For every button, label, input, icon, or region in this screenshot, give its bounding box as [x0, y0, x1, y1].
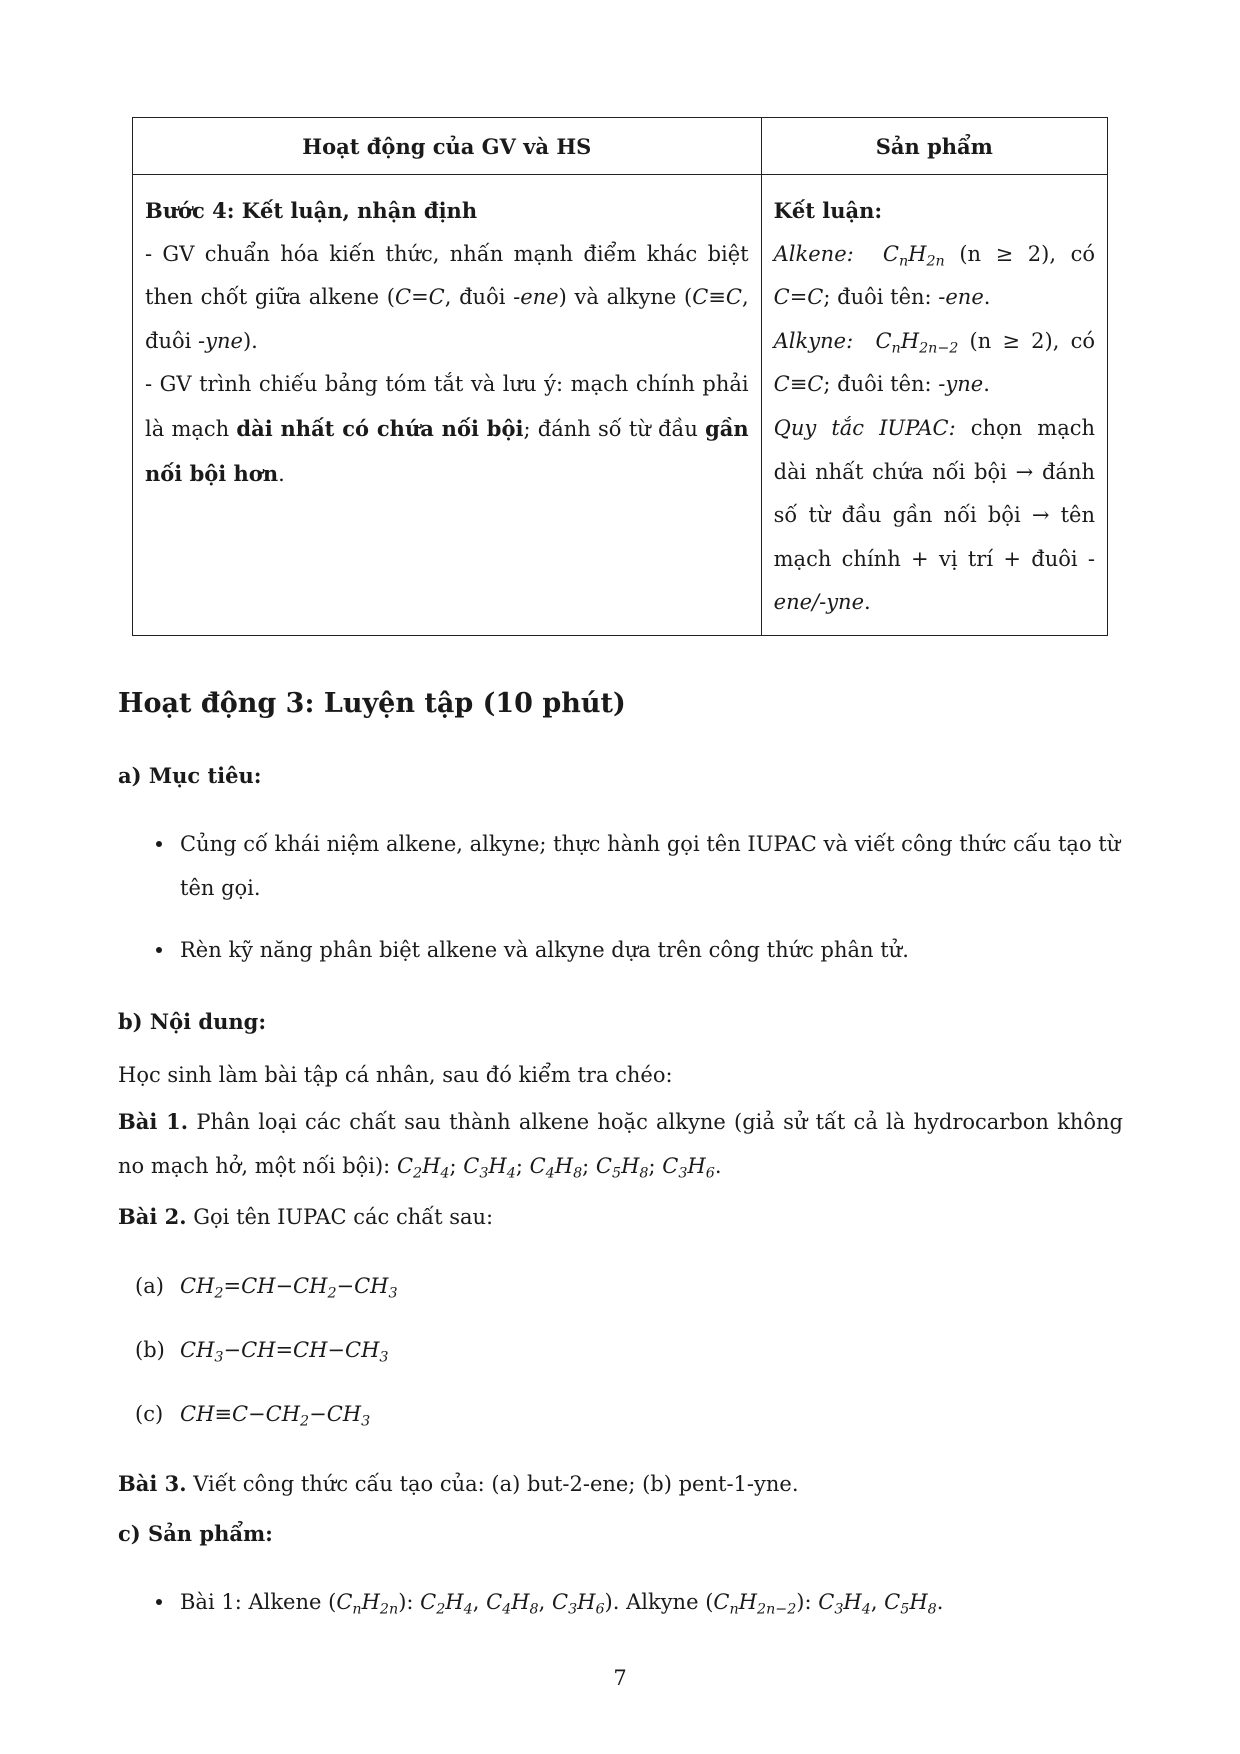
activity-table [132, 117, 1108, 636]
iupac-rule: Quy tắc IUPAC: chọn mạch dài nhất chứa nối bội → đánh số từ đầu gần nối bội → tên mạch chính + vị trí + đuôi -ene/-yne. [773, 415, 1096, 615]
content-intro: Học sinh làm bài tập cá nhân, sau đó kiểm tra chéo: [118, 1063, 673, 1087]
exercise-1: Bài 1. Phân loại các chất sau thành alkene hoặc alkyne (giả sử tất cả là hydrocarbon không no mạch hở, một nối bội): $C_2H_4$; $C_3H_4$; $C_4H_8$; $C_5H_8$; $C_3H_6$. [118, 1109, 1123, 1182]
objective-list [118, 822, 1123, 972]
conclusion-title: Kết luận: [773, 198, 883, 223]
list-item: Củng cố khái niệm alkene, alkyne; thực hành gọi tên IUPAC và viết công thức cấu tạo từ tên gọi. [118, 822, 1123, 910]
activity-line-1: - GV chuẩn hóa kiến thức, nhấn mạnh điểm khác biệt then chốt giữa alkene (C=C, đuôi -ene) và alkyne (C≡C, đuôi -yne). [145, 241, 749, 353]
exercise-2-item-a: (a) $CH_2=CH-CH_2-CH_3$ [135, 1274, 398, 1302]
list-item: Rèn kỹ năng phân biệt alkene và alkyne dựa trên công thức phân tử. [118, 928, 1123, 972]
product-list [118, 1580, 1123, 1624]
product-heading: c) Sản phẩm: [118, 1521, 273, 1546]
exercise-2-item-b: (b) $CH_3-CH=CH-CH_3$ [135, 1338, 389, 1366]
page-number: 7 [613, 1666, 627, 1690]
activity-line-2: - GV trình chiếu bảng tóm tắt và lưu ý: mạch chính phải là mạch dài nhất có chứa nối bội; đánh số từ đầu gần nối bội hơn. [145, 372, 749, 486]
activity-cell [133, 175, 762, 636]
table-row [133, 175, 1108, 636]
exercise-2: Bài 2. Gọi tên IUPAC các chất sau: [118, 1204, 494, 1229]
exercise-2-item-c: (c) $CH\equiv C-CH_2-CH_3$ [135, 1402, 371, 1430]
activity-3-heading: Hoạt động 3: Luyện tập (10 phút) [118, 688, 626, 719]
product-cell [761, 175, 1107, 636]
alkyne-summary: Alkyne: $C_nH_{2n-2}$ (n ≥ 2), có C≡C; đuôi tên: -yne. [773, 328, 1095, 397]
table-header-row [133, 118, 1108, 175]
list-item: Bài 1: Alkene $(C_nH_{2n})$: $C_2H_4$, $C_4H_8$, $C_3H_6$). Alkyne $(C_nH_{2n-2})$: $C_3H_4$, $C_5H_8$. [118, 1580, 1123, 1624]
objective-heading: a) Mục tiêu: [118, 763, 262, 788]
step-title: Bước 4: Kết luận, nhận định [145, 198, 478, 223]
table-header-activity: Hoạt động của GV và HS [133, 118, 762, 175]
alkene-summary: Alkene: $C_nH_{2n}$ (n ≥ 2), có C=C; đuôi tên: -ene. [773, 241, 1095, 310]
content-heading: b) Nội dung: [118, 1009, 267, 1034]
table-header-product: Sản phẩm [761, 118, 1107, 175]
exercise-3: Bài 3. Viết công thức cấu tạo của: (a) but-2-ene; (b) pent-1-yne. [118, 1471, 799, 1496]
